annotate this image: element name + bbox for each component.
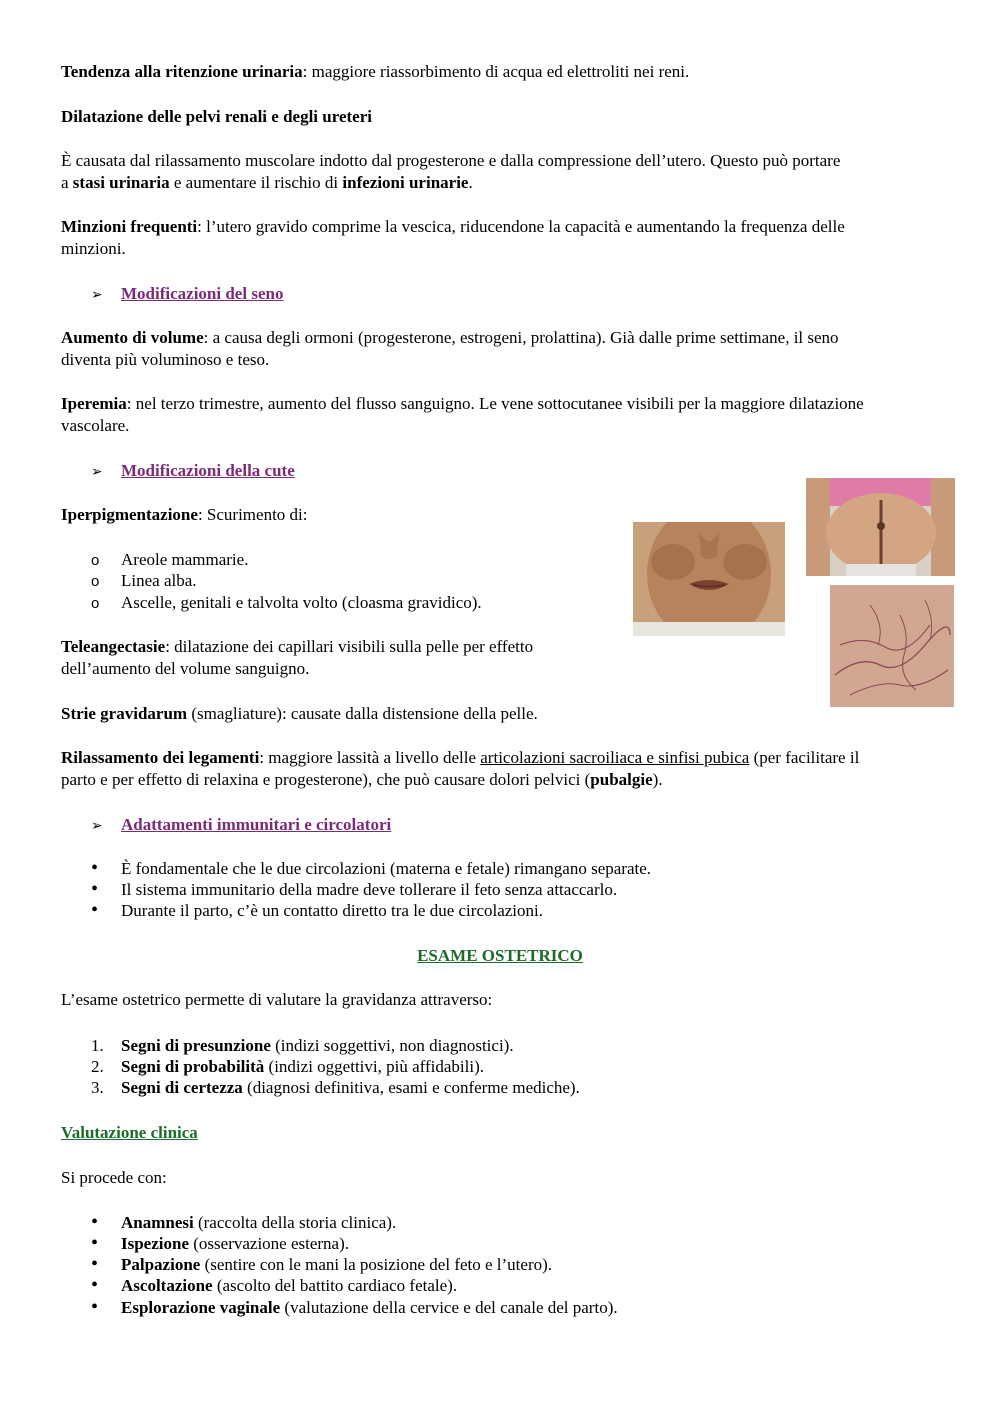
list-item: • Durante il parto, c’è un contatto diretto tra le due circolazioni. [91, 899, 543, 921]
list-item: • Ascoltazione (ascolto del battito cardiaco fetale). [91, 1274, 458, 1296]
paragraph-aumento-volume: Aumento di volume: a causa degli ormoni (progesterone, estrogeni, prolattina). Già dalle prime settimane, il seno diventa più voluminoso e teso. [61, 328, 839, 369]
paragraph-teleangectasie: Teleangectasie: dilatazione dei capillari visibili sulla pelle per effetto dell’aumento del volume sanguigno. [61, 637, 534, 678]
subheading-dilatazione: Dilatazione delle pelvi renali e degli ureteri [61, 107, 372, 126]
face-photo [633, 522, 785, 636]
list-item: o Ascelle, genitali e talvolta volto (cloasma gravidico). [91, 593, 482, 612]
list-item: • È fondamentale che le due circolazioni (materna e fetale) rimangano separate. [91, 857, 652, 879]
paragraph-iperpigmentazione: Iperpigmentazione: Scurimento di: [61, 505, 308, 524]
paragraph-causa-dilatazione: È causata dal rilassamento muscolare indotto dal progesterone e dalla compressione dell’utero. Questo può portare a stasi urinaria e aumentare il rischio di infezioni urinarie. [61, 151, 841, 192]
list-item: 2. Segni di probabilità (indizi oggettivi, più affidabili). [91, 1057, 484, 1076]
teleangectasie-illustration [830, 585, 954, 707]
list-item: 1. Segni di presunzione (indizi soggettivi, non diagnostici). [91, 1036, 514, 1055]
paragraph-minzioni: Minzioni frequenti: l’utero gravido comprime la vescica, riducendone la capacità e aumentando la frequenza delle minzioni. [61, 217, 845, 258]
section-heading-cute: ➢ Modificazioni della cute [91, 460, 295, 484]
linea-nigra-illustration [806, 478, 955, 576]
paragraph-ritenzione: Tendenza alla ritenzione urinaria: maggiore riassorbimento di acqua ed elettroliti nei reni. [61, 62, 690, 81]
list-item: • Il sistema immunitario della madre deve tollerare il feto senza attaccarlo. [91, 878, 618, 900]
list-item: 3. Segni di certezza (diagnosi definitiva, esami e conferme mediche). [91, 1078, 580, 1097]
arrow-bullet-icon: ➢ [91, 287, 103, 303]
cloasma-face-illustration [633, 522, 785, 636]
list-item: • Esplorazione vaginale (valutazione della cervice e del canale del parto). [91, 1296, 618, 1318]
paragraph-si-procede: Si procede con: [61, 1168, 167, 1187]
paragraph-esame-intro: L’esame ostetrico permette di valutare la gravidanza attraverso: [61, 990, 493, 1009]
paragraph-rilassamento: Rilassamento dei legamenti: maggiore lassità a livello delle articolazioni sacroiliaca e sinfisi pubica (per facilitare il parto e per effetto di relaxina e progesterone), che può causare dolori pelvici (pubalgie). [61, 748, 860, 789]
striae-skin-photo [830, 585, 954, 707]
list-item: • Ispezione (osservazione esterna). [91, 1232, 350, 1254]
section-heading-immuno: ➢ Adattamenti immunitari e circolatori [91, 814, 391, 838]
subheading-valutazione-clinica: Valutazione clinica [61, 1123, 198, 1142]
arrow-bullet-icon: ➢ [91, 818, 103, 834]
list-item: o Linea alba. [91, 571, 197, 590]
list-item: o Areole mammarie. [91, 550, 249, 569]
abdomen-linea-nigra-photo [806, 478, 955, 576]
paragraph-iperemia: Iperemia: nel terzo trimestre, aumento del flusso sanguigno. Le vene sottocutanee visibili per la maggiore dilatazione vascolare. [61, 394, 864, 435]
list-item: • Palpazione (sentire con le mani la posizione del feto e l’utero). [91, 1253, 553, 1275]
section-heading-seno: ➢ Modificazioni del seno [91, 283, 283, 307]
arrow-bullet-icon: ➢ [91, 464, 103, 480]
paragraph-strie: Strie gravidarum (smagliature): causate dalla distensione della pelle. [61, 704, 538, 723]
list-item: • Anamnesi (raccolta della storia clinica). [91, 1211, 397, 1233]
section-title-esame-ostetrico: ESAME OSTETRICO [417, 946, 583, 965]
